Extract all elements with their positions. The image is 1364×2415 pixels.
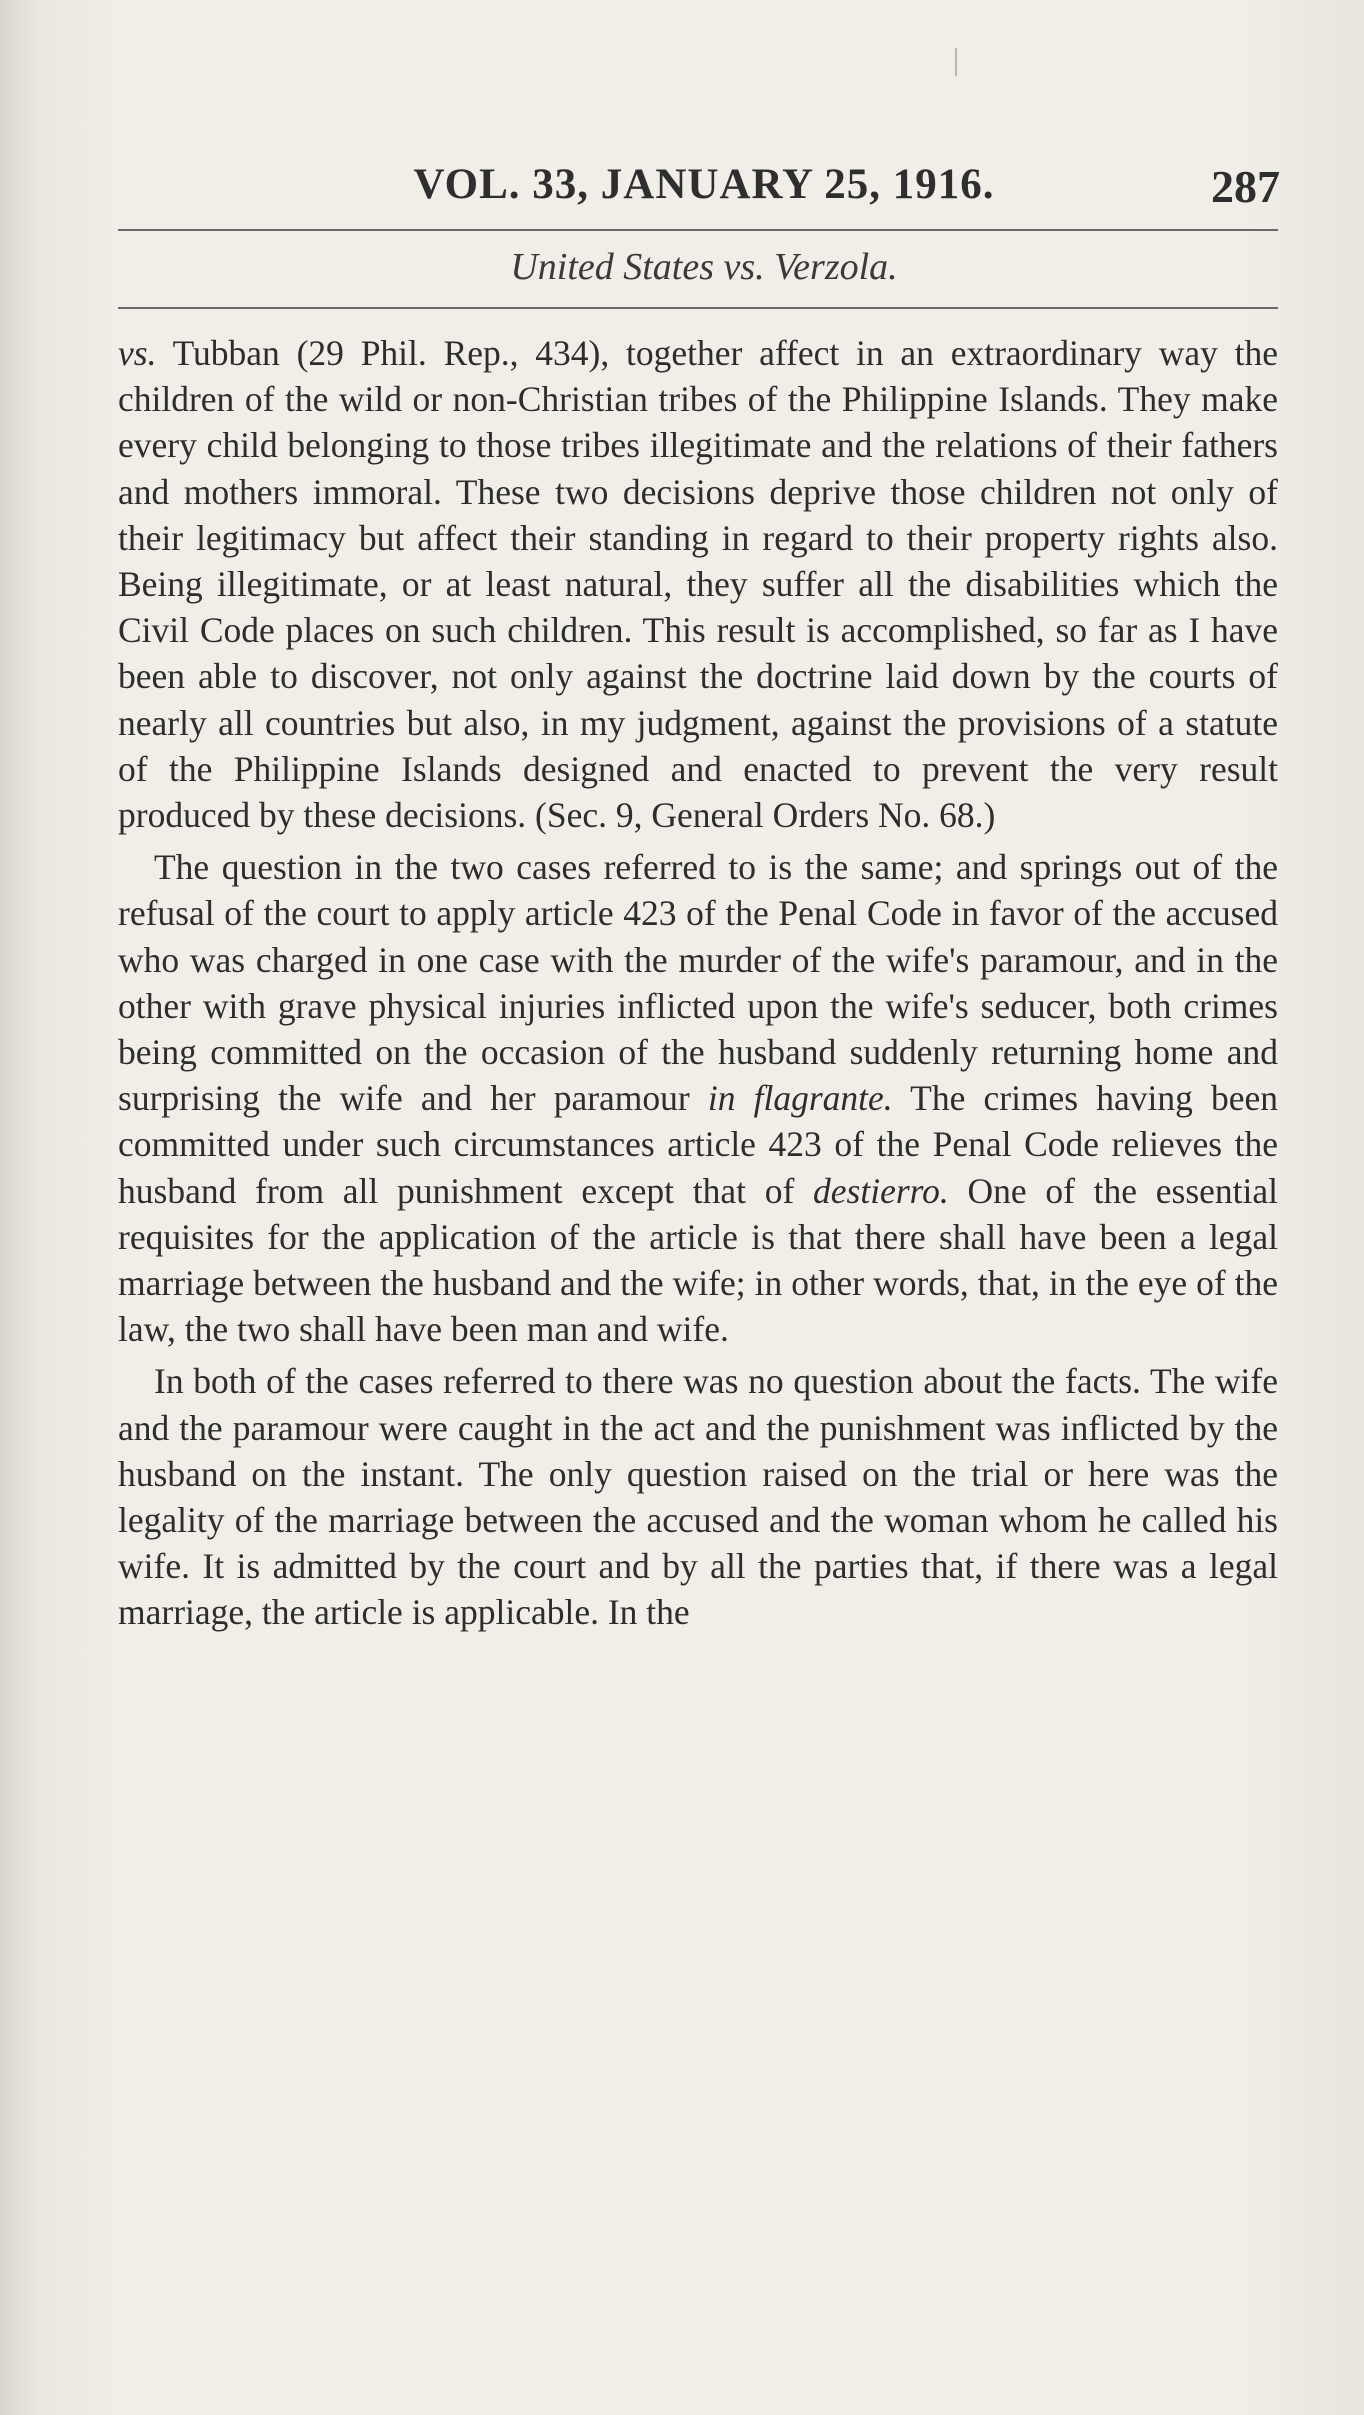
header-rule-top <box>118 229 1278 231</box>
scan-mark <box>955 48 957 76</box>
paragraph-2 <box>118 844 1278 1352</box>
paragraph-1 <box>118 330 1278 838</box>
page-header <box>128 160 1280 220</box>
paragraph-1-lead: vs. <box>118 333 157 373</box>
header-rule-bottom <box>118 307 1278 309</box>
paragraph-2-part2: The crimes having been committed under such circumstances article 423 of the Penal Code relieves the husband from all punishment except that of <box>118 1078 1279 1211</box>
paragraph-2-part3: One of the essential requisites for the application of the article is that there shall have been a legal marriage between the husband and the wife; in other words, that, in the eye of the law, the two shall have been man and wife. <box>118 1170 1279 1350</box>
paragraph-2-part1: The question in the two cases referred to is the same; and springs out of the refusal of the court to apply article 423 of the Penal Code in favor of the accused who was charged in one case with the murder of the wife's paramour, and in the other with grave physical injuries inflicted upon the wife's seducer, both crimes being committed on the occasion of the husband suddenly returning home and surprising the wife and her paramour <box>118 847 1278 1119</box>
paragraph-2-italic-1: in flagrante. <box>707 1078 893 1119</box>
paragraph-2-italic-2: destierro. <box>813 1170 949 1211</box>
paragraph-3 <box>118 1358 1278 1635</box>
paragraph-1-text: Tubban (29 Phil. Rep., 434), together affect in an extraordinary way the children of the wild or non-Christian tribes of the Philippine Islands. They make every child belonging to those tribes illegitimate and the relations of their fathers and mothers immoral. These two decisions deprive those children not only of their legitimacy but affect their standing in regard to their property rights also. Being illegitimate, or at least natural, they suffer all the disabilities which the Civil Code places on such children. This result is accomplished, so far as I have been able to discover, not only against the doctrine laid down by the courts of nearly all countries but also, in my judgment, against the provisions of a statute of the Philippine Islands designed and enacted to prevent the very result produced by these decisions. (Sec. 9, General Orders No. 68.) <box>118 333 1279 836</box>
case-title: United States vs. Verzola. <box>510 246 898 288</box>
paragraph-3-text: In both of the cases referred to there was no question about the facts. The wife and the paramour were caught in the act and the punishment was inflicted by the husband on the instant. The only question raised on the trial or here was the legality of the marriage between the accused and the woman whom he called his wife. It is admitted by the court and by all the parties that, if there was a legal marriage, the article is applicable. In the <box>118 1361 1278 1633</box>
running-head: VOL. 33, JANUARY 25, 1916. <box>413 161 995 208</box>
body-text <box>118 330 1278 1636</box>
page-number: 287 <box>1211 161 1280 212</box>
